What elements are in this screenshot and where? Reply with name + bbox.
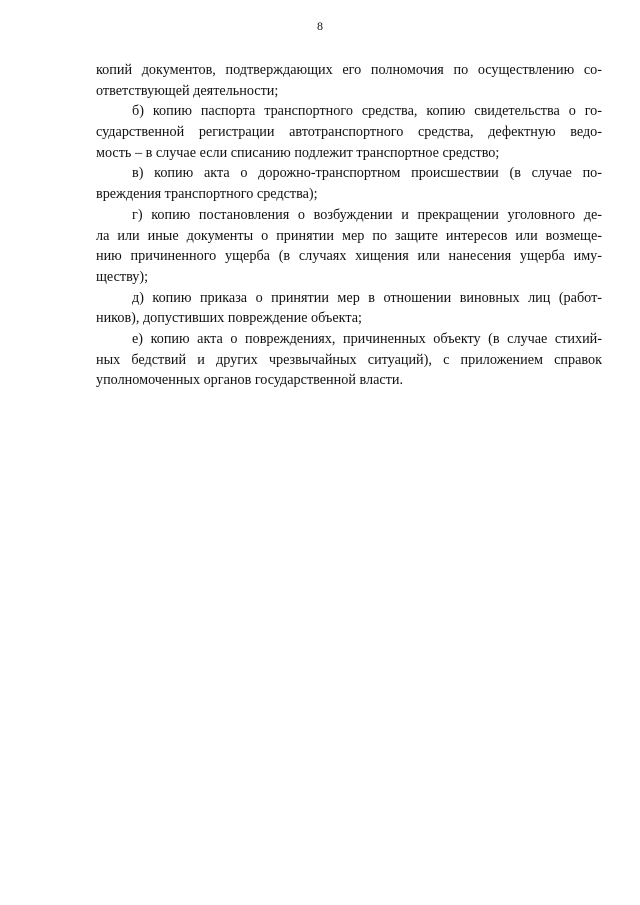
text-line: мость – в случае если списанию подлежит транспортное средство; (96, 144, 500, 161)
text-line: ществу); (96, 268, 149, 285)
text-line: нию причиненного ущерба (в случаях хищения или нанесения ущерба иму- (96, 248, 602, 265)
text-line: ников), допустивших повреждение объекта; (96, 310, 362, 327)
text-line: д) копию приказа о принятии мер в отношении виновных лиц (работ- (132, 289, 602, 306)
paragraph-item-d (96, 288, 602, 329)
text-line: г) копию постановления о возбуждении и прекращении уголовного де- (132, 206, 602, 223)
text-line: копий документов, подтверждающих его полномочия по осуществлению со- (96, 62, 602, 78)
text-line: ных бедствий и других чрезвычайных ситуаций), с приложением справок (96, 351, 602, 368)
text-line: в) копию акта о дорожно-транспортном происшествии (в случае по- (132, 165, 602, 182)
text-line: ответствующей деятельности; (96, 82, 279, 99)
paragraph-item-g (96, 205, 602, 288)
text-line: ла или иные документы о принятии мер по защите интересов или возмеще- (96, 227, 602, 244)
text-line: е) копию акта о повреждениях, причиненных объекту (в случае стихий- (132, 330, 602, 347)
paragraph-item-b (96, 101, 602, 163)
text-line: уполномоченных органов государственной власти. (96, 372, 404, 389)
body-text (96, 60, 602, 391)
text-line: б) копию паспорта транспортного средства, копию свидетельства о го- (132, 103, 602, 120)
page-number: 8 (317, 19, 323, 33)
paragraph-item-v (96, 163, 602, 204)
text-line: сударственной регистрации автотранспортного средства, дефектную ведо- (96, 124, 602, 141)
paragraph-continuation (96, 60, 602, 101)
text-line: вреждения транспортного средства); (96, 186, 318, 203)
paragraph-item-e (96, 329, 602, 391)
